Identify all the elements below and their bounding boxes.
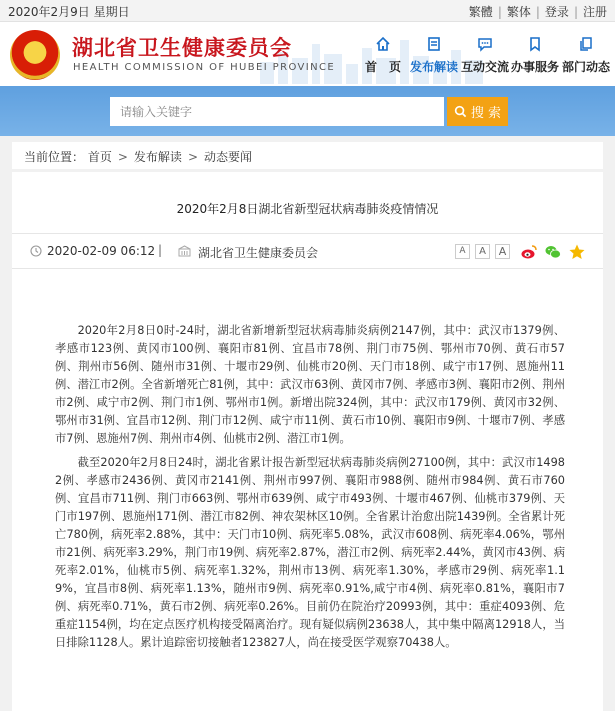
publish-date: 2020-02-09 06:12 bbox=[47, 244, 156, 258]
login-link[interactable]: 登录 bbox=[544, 5, 569, 19]
wechat-icon[interactable] bbox=[544, 243, 562, 261]
publisher-name: 湖北省卫生健康委员会 bbox=[198, 246, 319, 260]
current-date: 2020年2月9日 星期日 bbox=[8, 5, 130, 19]
traditional-chinese-link[interactable]: 繁體 bbox=[468, 5, 493, 19]
separator: | bbox=[497, 5, 502, 19]
nav-interaction-label: 互动交流 bbox=[460, 60, 509, 74]
breadcrumb-separator: > bbox=[117, 150, 128, 164]
clock-icon bbox=[30, 245, 42, 257]
font-size-medium-button[interactable]: A bbox=[475, 244, 490, 259]
document-icon bbox=[426, 36, 442, 52]
article-paragraph: 截至2020年2月8日24时，湖北省累计报告新型冠状病毒肺炎病例27100例，其中：武汉市14982例、孝感市2436例、黄冈市2141例、荆州市997例、襄阳市988例、随州市984例、黄石市760例、宜昌市711例、荆门市663例、鄂州市639例、咸宁市493例、十堰市467例、仙桃市379例、天门市197例、恩施州171例、潜江市82例、神农架林区10例。全省累计治愈出院1439例。全省累计死亡780例，病死率2.88%，其中：天门市10例、病死率5.08%，武汉市608例、病死率4.06%，鄂州市21例、病死率3.29%，荆门市19例、病死率2.87%，潜江市2例、病死率2.44%，黄冈市43例、病死率2.01%，仙桃市5例、病死率1.32%，荆州市13例、病死率1.30%，孝感市29例、病死率1.19%，宜昌市8例、病死率1.13%，随州市9例、病死率0.91%,咸宁市4例、病死率0.81%，襄阳市7例、病死率0.71%，黄石市2例、病死率0.26%。目前仍在院治疗20993例，其中：重症4093例、危重症1154例，均在定点医疗机构接受隔离治疗。现有疑似病例23638人，其中集中隔离12918人，当日排除1128人。累计追踪密切接触者123827人，尚在接受医学观察70438人。 bbox=[55, 456, 565, 649]
breadcrumb bbox=[12, 142, 603, 169]
organization-icon bbox=[178, 245, 191, 257]
breadcrumb-separator: > bbox=[187, 150, 198, 164]
nav-department-label: 部门动态 bbox=[561, 60, 610, 74]
search-button-label: 搜 索 bbox=[470, 106, 502, 121]
nav-publish[interactable] bbox=[408, 22, 460, 86]
search-icon bbox=[454, 105, 467, 118]
search-input[interactable] bbox=[110, 97, 444, 126]
article-body bbox=[55, 322, 565, 658]
nav-services[interactable] bbox=[510, 22, 560, 86]
weibo-icon[interactable] bbox=[520, 243, 538, 261]
nav-services-label: 办事服务 bbox=[510, 60, 559, 74]
copy-icon bbox=[578, 36, 594, 52]
simplified-chinese-link[interactable]: 繁体 bbox=[506, 5, 531, 19]
site-header bbox=[0, 22, 615, 86]
bookmark-icon bbox=[527, 36, 543, 52]
breadcrumb-item-home[interactable]: 首页 bbox=[87, 150, 112, 164]
chat-icon bbox=[477, 36, 493, 52]
nav-home[interactable] bbox=[362, 22, 404, 86]
article-card bbox=[12, 172, 603, 711]
article-meta bbox=[12, 233, 603, 269]
breadcrumb-item-publish[interactable]: 发布解读 bbox=[133, 150, 182, 164]
font-size-large-button[interactable]: A bbox=[495, 244, 510, 259]
nav-home-label: 首 页 bbox=[364, 60, 401, 74]
site-title[interactable]: 湖北省卫生健康委员会 bbox=[72, 36, 292, 60]
meta-separator: | bbox=[158, 243, 163, 257]
article-paragraph: 2020年2月8日0时-24时，湖北省新增新型冠状病毒肺炎病例2147例，其中：武汉市1379例、孝感市123例、黄冈市100例、襄阳市81例、宜昌市78例、荆门市75例、鄂州市70例、黄石市57例、荆州市56例、随州市31例、十堰市29例、仙桃市20例、天门市18例、咸宁市17例、恩施州11例、潜江市2例。全省新增死亡81例，其中：武汉市63例、黄冈市7例、孝感市3例、襄阳市2例、荆州市2例、咸宁市2例、荆门市1例、鄂州市1例。新增出院324例，其中：武汉市179例、黄冈市32例、鄂州市31例、宜昌市12例、荆门市12例、咸宁市11例、黄石市10例、襄阳市9例、十堰市7例、孝感市7例、恩施州7例、荆州市4例、仙桃市2例、潜江市1例。 bbox=[55, 324, 565, 445]
nav-interaction[interactable] bbox=[460, 22, 510, 86]
separator: | bbox=[535, 5, 540, 19]
article-title: 2020年2月8日湖北省新型冠状病毒肺炎疫情情况 bbox=[176, 202, 439, 216]
top-bar bbox=[0, 0, 615, 22]
nav-publish-label: 发布解读 bbox=[409, 60, 458, 74]
star-icon[interactable] bbox=[568, 243, 586, 261]
nav-department[interactable] bbox=[560, 22, 612, 86]
top-links bbox=[469, 3, 607, 20]
font-size-small-button[interactable]: A bbox=[455, 244, 470, 259]
register-link[interactable]: 注册 bbox=[582, 5, 607, 19]
separator: | bbox=[573, 5, 578, 19]
site-subtitle: HEALTH COMMISSION OF HUBEI PROVINCE bbox=[73, 62, 336, 73]
national-emblem-logo bbox=[10, 30, 60, 80]
breadcrumb-item-news[interactable]: 动态要闻 bbox=[204, 150, 253, 164]
breadcrumb-prefix: 当前位置： bbox=[24, 150, 85, 164]
search-button[interactable] bbox=[447, 97, 508, 126]
home-icon bbox=[375, 36, 391, 52]
